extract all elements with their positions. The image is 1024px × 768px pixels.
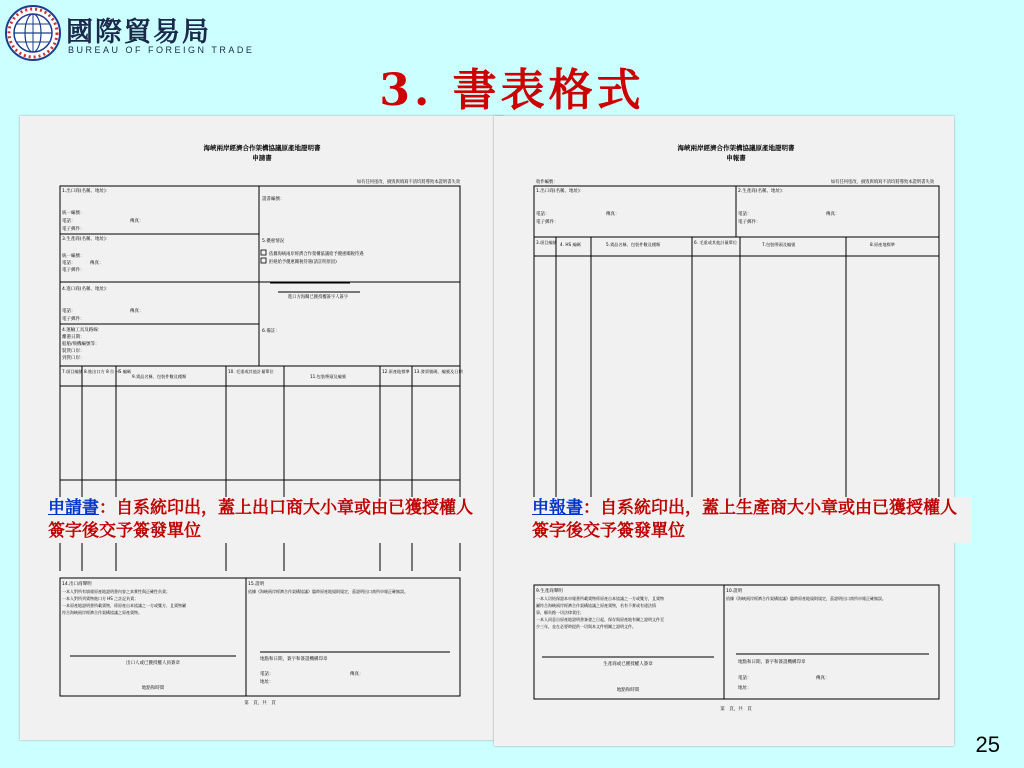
- certification-tel: 電話：: [260, 672, 274, 677]
- col-item-no: 3.項目編號: [536, 240, 557, 245]
- certification-fax: 傳真：: [816, 676, 830, 681]
- declaration-line-3: 事，願負擔一切法律責任；: [536, 610, 584, 615]
- transport-loading-port: 裝貨口岸：: [62, 349, 85, 354]
- declaration-form: [494, 116, 954, 746]
- bureau-name-en: BUREAU OF FOREIGN TRADE: [68, 45, 255, 55]
- col-origin-criterion: 12.原產地標準: [382, 369, 410, 374]
- declaration-line-4: 符合海峽兩岸經濟合作架構協議之原產貨物。: [62, 610, 142, 615]
- exporter-fax: 傳真：: [606, 212, 620, 217]
- slide-page-number: 25: [975, 732, 1000, 757]
- transport-date: 離港日期：: [62, 335, 85, 340]
- declaration-line-2: 一本人對所列貨物進口方 HS 之註記負責；: [62, 596, 139, 601]
- col-hs-code: 4. HS 編碼: [560, 242, 581, 247]
- declaration-sign: 出口人或已獲授權人員簽章: [126, 661, 180, 666]
- box-cert-no: 證書編號：: [262, 197, 285, 202]
- box-importer: 4.進口商(名稱、地址)：: [62, 287, 111, 292]
- box-exporter-declaration: 14.出口商聲明: [62, 582, 92, 587]
- importer-tel: 電話：: [62, 309, 76, 314]
- declaration-place: 地點和時間: [141, 686, 165, 691]
- preference-option-2: 拒絕給予優惠關稅待遇(請註明原因): [269, 260, 337, 265]
- box-producer: 3.生產商(名稱、地址)：: [62, 237, 111, 242]
- bureau-name-zh: 國際貿易局: [66, 17, 211, 48]
- slide-title: 3. 書表格式: [379, 65, 645, 116]
- producer-email: 電子郵件：: [62, 268, 85, 273]
- importer-email: 電子郵件：: [62, 317, 85, 322]
- producer-fax: 傳真：: [826, 212, 840, 217]
- col-description: 5.貨品名稱、包裝件數及種類: [606, 242, 661, 247]
- col-invoice: 13.發票號碼、編號及日期: [414, 369, 463, 374]
- certification-addr: 地址：: [260, 680, 274, 685]
- declaration-line-2: 屬符合海峽兩岸經濟合作架構協議之原產貨物，若有不實或有違法情: [536, 603, 656, 608]
- col-marks: 11.包裝嘜頭及編號: [310, 374, 346, 379]
- box-exporter: 1.出口商(名稱、地址)：: [62, 189, 111, 194]
- col-item-no: 7.項目編號: [62, 369, 83, 374]
- page-footer: 第 頁，共 頁: [244, 701, 276, 706]
- col-gross-weight: 6. 毛重或其他計量單位: [694, 240, 738, 245]
- declaration-line-3: 一本原產地證明書所載貨物，係原產自本協議之一方或雙方，且貨物屬: [62, 603, 186, 608]
- certification-fax: 傳真：: [350, 672, 364, 677]
- producer-id: 統一編號：: [62, 254, 85, 259]
- declaration-line-1: 一本人對所有填報原產地證明書內容之真實性與正確性負責；: [62, 589, 170, 594]
- box-preference: 5.優惠情況: [262, 239, 285, 244]
- transport-route: 4.運輸工具及路線：: [62, 328, 103, 333]
- form-subtitle: 申請書: [252, 154, 272, 162]
- exporter-fax: 傳真：: [130, 219, 144, 224]
- exporter-email: 電子郵件：: [62, 227, 85, 232]
- producer-tel: 電話：: [738, 212, 752, 217]
- box-exporter: 1.出口商(名稱、地址)：: [536, 189, 585, 194]
- exporter-tel: 電話：: [536, 212, 550, 217]
- col-marks: 7.包裝嘜頭及編號: [762, 242, 796, 247]
- certification-sign: 地點和日期，簽字和簽證機構印章: [738, 660, 806, 665]
- declaration-form-sheet: [494, 116, 954, 746]
- producer-tel: 電話：: [62, 261, 76, 266]
- box-producer-declaration: 9.生產商聲明: [536, 589, 563, 594]
- declaration-sign: 生產商或已獲授權人簽章: [603, 662, 653, 667]
- box-certification: 15.證明: [248, 582, 265, 587]
- form-notice: 如有任何塗改、損毀與填寫不清均將導致本證明書失效: [830, 180, 934, 185]
- exporter-email: 電子郵件：: [536, 220, 559, 225]
- producer-email: 電子郵件：: [738, 220, 761, 225]
- col-description: 9.貨品名稱、包裝件數及種類: [132, 374, 187, 379]
- application-form-sheet: [20, 116, 504, 740]
- preference-checkbox-2: [261, 258, 266, 263]
- caption-text: ：自系統印出，蓋上生產商大小章或由已獲授權人簽字後交予簽發單位: [532, 498, 957, 541]
- declaration-line-5: 少三年，並在必要時提供一切與本文件相關之證明文件。: [536, 624, 636, 629]
- form-title: 海峽兩岸經濟合作架構協議原產地證明書: [677, 144, 795, 152]
- application-form: [20, 116, 504, 740]
- exporter-id: 統一編號：: [62, 211, 85, 216]
- certification-text: 依據《海峽兩岸經濟合作架構協議》臨時原產地規則規定，茲證明出口商所申報正確無誤。: [726, 596, 886, 601]
- form-title: 海峽兩岸經濟合作架構協議原產地證明書: [203, 144, 321, 152]
- col-hs-code: 8.進出口方 8 位 HS 編碼: [84, 369, 132, 374]
- caption-text: ：自系統印出，蓋上出口商大小章或由已獲授權人簽字後交予簽發單位: [48, 498, 473, 541]
- box-certification: 10.證明: [726, 589, 743, 594]
- certification-text: 依據《海峽兩岸經濟合作架構協議》臨時原產地規則規定，茲證明出口商所申報正確無誤。: [248, 589, 408, 594]
- box-producer: 2.生產商(名稱、地址)：: [738, 189, 787, 194]
- declaration-line-4: 一本人同意自原產地證明書簽發之日起，保存與原產地有關之證明文件至: [536, 617, 664, 622]
- application-form-caption: [48, 497, 488, 543]
- certification-addr: 地址：: [738, 686, 752, 691]
- preference-option-1: 依據海峽兩岸經濟合作架構協議給予優惠關稅待遇: [269, 252, 364, 257]
- form-subtitle: 申報書: [726, 154, 746, 162]
- transport-arrival-port: 到貨口岸：: [62, 356, 85, 361]
- preference-sign: 進口方海關已獲授權簽字人簽字: [288, 295, 349, 300]
- importer-fax: 傳真：: [130, 309, 144, 314]
- producer-fax: 傳真：: [90, 261, 104, 266]
- exporter-tel: 電話：: [62, 219, 76, 224]
- declaration-form-caption: [532, 497, 972, 543]
- certification-tel: 電話：: [738, 676, 752, 681]
- form-notice: 如有任何塗改、損毀與填寫不清均將導致本證明書失效: [356, 180, 460, 185]
- certification-sign: 地點和日期，簽字和簽證機構印章: [260, 657, 328, 662]
- preference-checkbox-1: [261, 250, 266, 255]
- caption-label: 申報書: [532, 498, 583, 518]
- box-remarks: 6.備註：: [262, 329, 280, 334]
- caption-label: 申請書: [48, 498, 99, 518]
- declaration-place: 地點和時間: [616, 688, 640, 693]
- receipt-no: 收件編號：: [536, 180, 558, 185]
- col-origin-criterion: 8.原產地標準: [870, 242, 895, 247]
- page-footer: 第 頁，共 頁: [720, 707, 752, 712]
- declaration-line-1: 一本人切結保證本申報書所載貨物係原產自本協議之一方或雙方，且貨物: [536, 596, 664, 601]
- transport-vessel: 船舶/飛機編號等：: [62, 342, 100, 347]
- col-gross-weight: 10. 毛重或其他計量單位: [228, 369, 274, 374]
